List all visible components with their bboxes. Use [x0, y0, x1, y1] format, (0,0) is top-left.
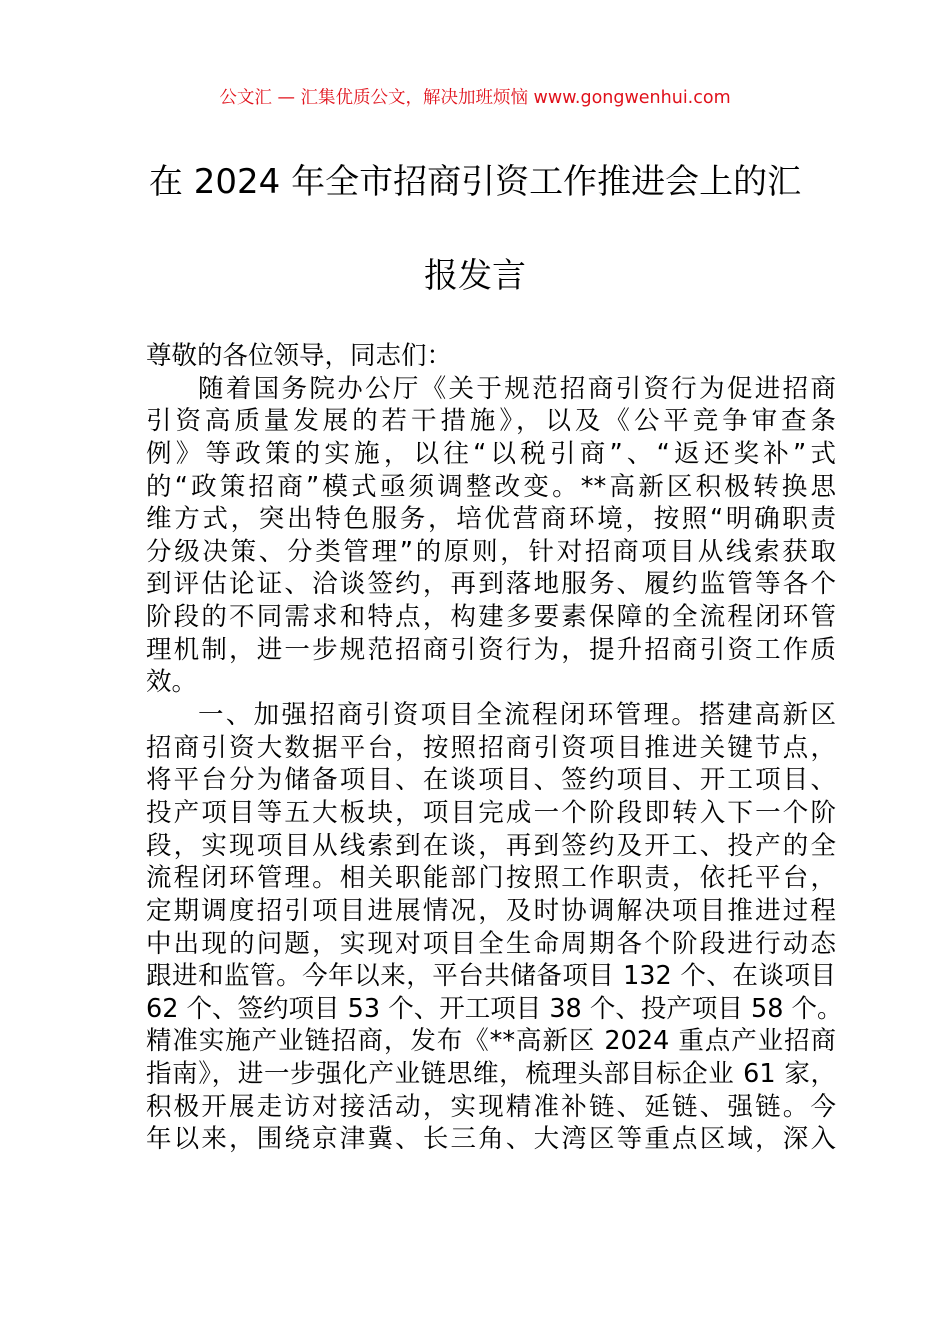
body-line: 指南》，进一步强化产业链思维，梳理头部目标企业 61 家，: [146, 1059, 836, 1090]
body-line: 62 个、签约项目 53 个、开工项目 38 个、投产项目 58 个。: [146, 993, 843, 1024]
document-title-line-2: 报发言: [424, 256, 526, 296]
body-line: 流程闭环管理。相关职能部门按照工作职责，依托平台，: [146, 863, 836, 894]
body-line: 到评估论证、洽谈签约，再到落地服务、履约监管等各个: [146, 569, 836, 600]
body-line: 段，实现项目从线索到在谈，再到签约及开工、投产的全: [146, 830, 836, 861]
body-line: 将平台分为储备项目、在谈项目、签约项目、开工项目、: [146, 765, 836, 796]
body-line: 招商引资大数据平台，按照招商引资项目推进关键节点，: [146, 732, 836, 763]
document-title-line-1: 在 2024 年全市招商引资工作推进会上的汇: [148, 162, 802, 202]
body-line: 投产项目等五大板块，项目完成一个阶段即转入下一个阶: [146, 797, 836, 828]
body-line: 年以来，围绕京津冀、长三角、大湾区等重点区域，深入: [146, 1124, 836, 1155]
body-line: 的“政策招商”模式亟须调整改变。**高新区积极转换思: [146, 471, 836, 502]
body-line: 跟进和监管。今年以来，平台共储备项目 132 个、在谈项目: [146, 961, 836, 992]
body-line: 效。: [146, 667, 198, 698]
body-line: 阶段的不同需求和特点，构建多要素保障的全流程闭环管: [146, 602, 836, 633]
body-line: 定期调度招引项目进展情况，及时协调解决项目推进过程: [146, 895, 836, 926]
body-line: 维方式，突出特色服务，培优营商环境，按照“明确职责: [146, 504, 836, 535]
site-banner: 公文汇 — 汇集优质公文，解决加班烦恼 www.gongwenhui.com: [219, 88, 731, 108]
body-line: 尊敬的各位领导，同志们：: [146, 341, 453, 371]
document-body: [146, 340, 843, 1156]
body-line: 一、加强招商引资项目全流程闭环管理。搭建高新区: [198, 700, 836, 731]
body-line: 分级决策、分类管理”的原则，针对招商项目从线索获取: [146, 536, 836, 567]
body-line: 精准实施产业链招商，发布《**高新区 2024 重点产业招商: [146, 1026, 836, 1057]
body-line: 随着国务院办公厅《关于规范招商引资行为促进招商: [198, 373, 836, 404]
body-line: 引资高质量发展的若干措施》，以及《公平竞争审查条: [146, 406, 836, 437]
body-line: 积极开展走访对接活动，实现精准补链、延链、强链。今: [146, 1091, 836, 1122]
body-line: 例》等政策的实施，以往“以税引商”、“返还奖补”式: [146, 438, 836, 469]
body-line: 中出现的问题，实现对项目全生命周期各个阶段进行动态: [146, 928, 836, 959]
body-line: 理机制，进一步规范招商引资行为，提升招商引资工作质: [146, 634, 836, 665]
